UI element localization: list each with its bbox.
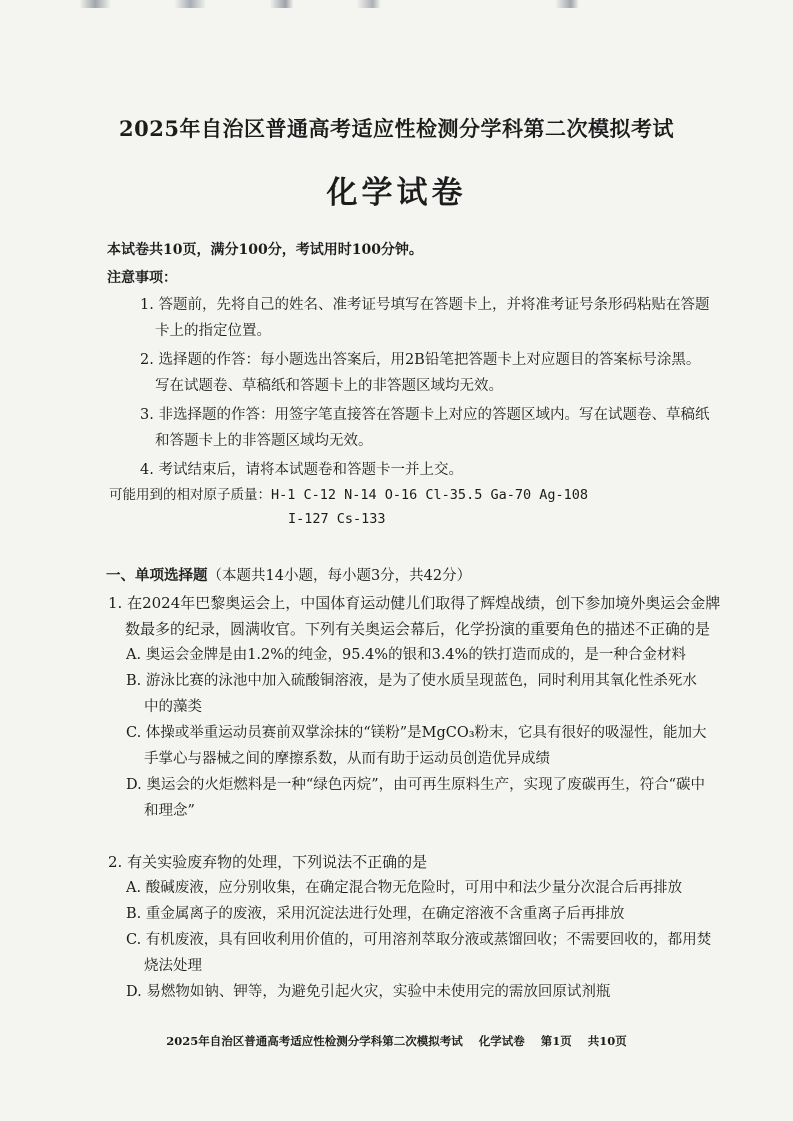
notice-item: 3. 非选择题的作答：用签字笔直接答在答题卡上对应的答题区域内。写在试题卷、草稿纸 和答题卡上的非答题区域均无效。 (140, 407, 710, 449)
question-stem: 1. 在2024年巴黎奥运会上，中国体育运动健儿们取得了辉煌战绩，创下参加境外奥运会金牌 数最多的纪录，圆满收官。下列有关奥运会幕后，化学扮演的重要角色的描述不正确的是 (108, 594, 721, 638)
question-stem: 2. 有关实验废弃物的处理，下列说法不正确的是 (108, 853, 428, 871)
subject-title: 化学试卷 (326, 175, 467, 211)
option-c: C. 有机废液，具有回收利用价值的，可用溶剂萃取分液或蒸馏回收；不需要回收的，都用焚 烧法处理 (126, 932, 712, 974)
question-2 (108, 849, 758, 1005)
option-a: A. 酸碱废液，应分别收集，在确定混合物无危险时，可用中和法少量分次混合后再排放 (126, 880, 683, 896)
notice-item: 2. 选择题的作答：每小题选出答案后，用2B铅笔把答题卡上对应题目的答案标号涂黑。 写在试题卷、草稿纸和答题卡上的非答题区域均无效。 (140, 352, 701, 394)
atomic-masses: 可能用到的相对原子质量：H-1 C-12 N-14 O-16 Cl-35.5 Ga-70 Ag-108 (109, 487, 588, 503)
notice-item: 4. 考试结束后，请将本试题卷和答题卡一并上交。 (140, 462, 463, 478)
question-1 (108, 590, 758, 824)
notice-heading: 注意事项： (107, 270, 177, 286)
section-heading: 一、单项选择题（本题共14小题，每小题3分，共42分） (106, 567, 472, 584)
exam-info: 本试卷共10页，满分100分，考试用时100分钟。 (107, 242, 423, 258)
atomic-masses-cont: I-127 Cs-133 (288, 511, 386, 527)
option-b: B. 游泳比赛的泳池中加入硫酸铜溶液，是为了使水质呈现蓝色，同时利用其氧化性杀死水 中的藻类 (126, 673, 697, 715)
notice-item: 1. 答题前，先将自己的姓名、准考证号填写在答题卡上，并将准考证号条形码粘贴在答题 卡上的指定位置。 (140, 297, 710, 339)
option-d: D. 易燃物如钠、钾等，为避免引起火灾，实验中未使用完的需放回原试剂瓶 (126, 984, 611, 1000)
page-footer: 2025年自治区普通高考适应性检测分学科第二次模拟考试 化学试卷 第1页 共10页 (166, 1034, 627, 1048)
option-c: C. 体操或举重运动员赛前双掌涂抹的“镁粉”是MgCO₃粉末，它具有很好的吸湿性，能加大 手掌心与器械之间的摩擦系数，从而有助于运动员创造优异成绩 (126, 725, 707, 767)
notice-list (140, 292, 740, 486)
option-b: B. 重金属离子的废液，采用沉淀法进行处理，在确定溶液不含重离子后再排放 (126, 906, 625, 922)
option-a: A. 奥运会金牌是由1.2%的纯金，95.4%的银和3.4%的铁打造而成的，是一种合金材料 (126, 647, 686, 663)
option-d: D. 奥运会的火炬燃料是一种“绿色丙烷”，由可再生原料生产，实现了废碳再生，符合“碳中 和理念” (126, 777, 706, 819)
exam-title: 2025年自治区普通高考适应性检测分学科第二次模拟考试 (119, 116, 674, 141)
